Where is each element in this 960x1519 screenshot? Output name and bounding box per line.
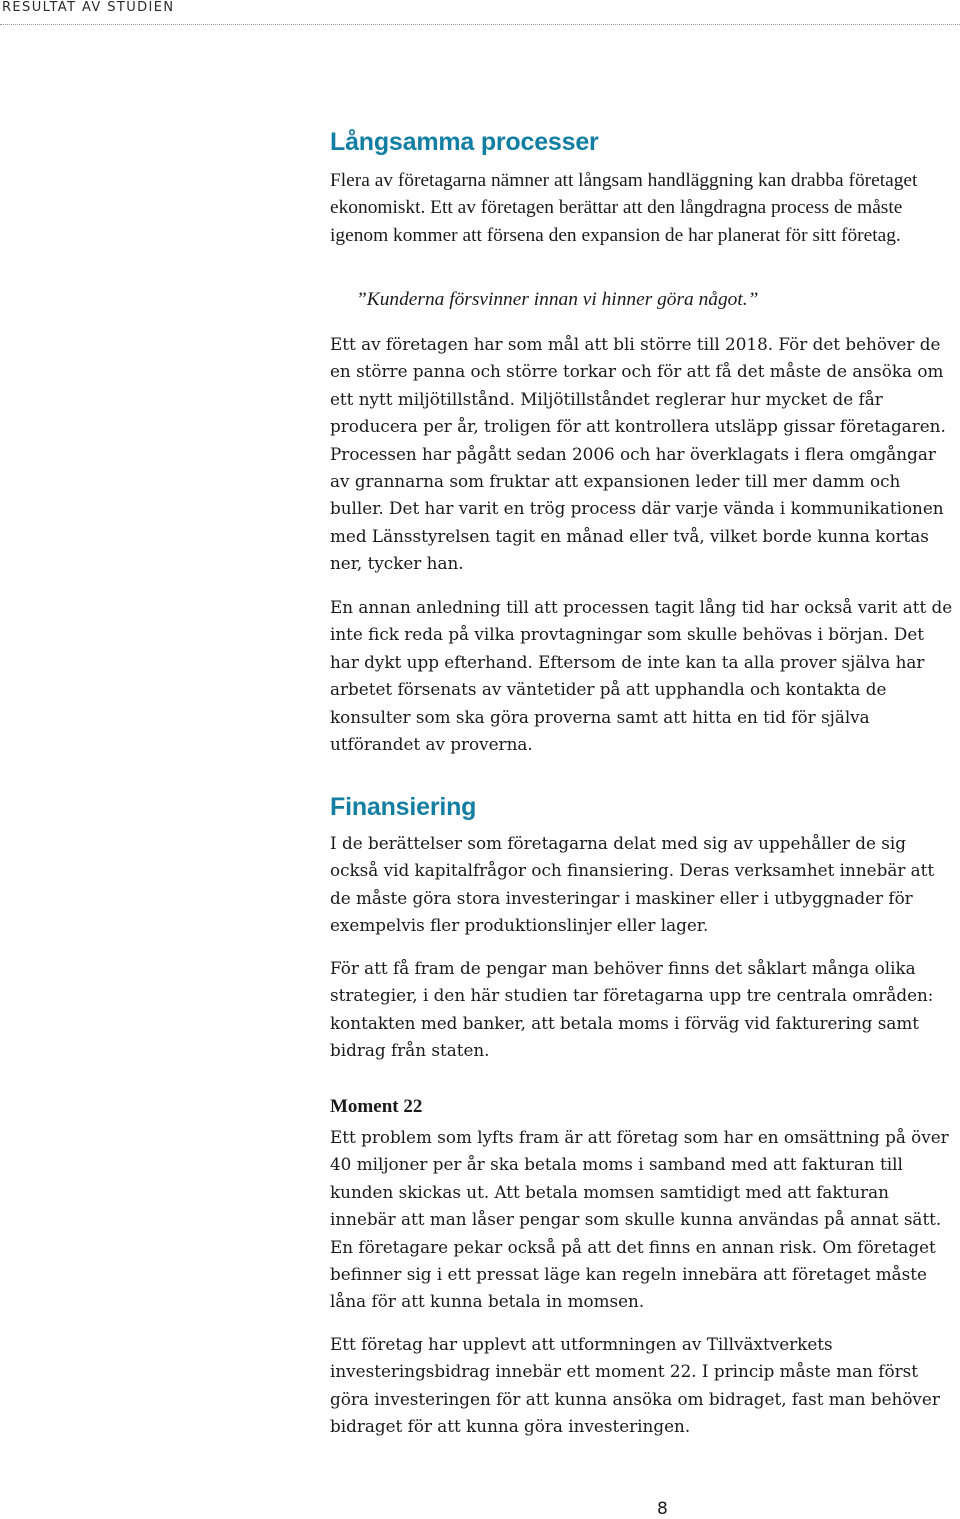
paragraph-moment22-2: Ett företag har upplevt att utformningen av Tillväxtverkets investeringsbidrag innebär ett moment 22. I princip måste man först göra investeringen för att kunna ansöka om bidraget, fast man behöver bidraget för att kunna göra investeringen. bbox=[330, 1334, 940, 1437]
paragraph-moment22-1: Ett problem som lyfts fram är att företag som har en omsättning på över 40 miljoner per år ska betala moms i samband med att fakturan till kunden skickas ut. Att betala momsen samtidigt med att fakturan innebär att man låser pengar som skulle kunna användas på annat sätt. En företagare pekar också på att det finns en annan risk. Om företaget befinner sig i ett pressat läge kan regeln innebära att företaget måste låna för att kunna betala in momsen. bbox=[330, 1127, 949, 1312]
page-number: 8 bbox=[657, 1499, 668, 1519]
paragraph-finansiering-1: I de berättelser som företagarna delat med sig av uppehåller de sig också vid kapitalfrågor och finansiering. Deras verksamhet innebär att de måste göra stora investeringar i maskiner eller i utbyggnader för exempelvis fler produktionslinjer eller lager. bbox=[330, 833, 935, 936]
paragraph-langsamma-1: Ett av företagen har som mål att bli större till 2018. För det behöver de en större panna och större torkar och för att få det måste de ansöka om ett nytt miljötillstånd. Miljötillståndet reglerar hur mycket de får producera per år, troligen för att kontrollera utsläpp gissar företagaren. Processen har pågått sedan 2006 och har överklagats i flera omgångar av grannarna som fruktar att expansionen leder till mer damm och buller. Det har varit en trög process där varje vända i kommunikationen med Länsstyrelsen tagit en månad eller två, vilket borde kunna kortas ner, tycker han. bbox=[330, 334, 946, 574]
subheading-moment-22: Moment 22 bbox=[330, 1096, 423, 1117]
section-title-langsamma-processer: Långsamma processer bbox=[330, 128, 599, 156]
paragraph-langsamma-2: En annan anledning till att processen tagit lång tid har också varit att de inte fick reda på vilka provtagningar som skulle behövas i början. Det har dykt upp efterhand. Eftersom de inte kan ta alla prover själva har arbetet försenats av väntetider på att upphandla och kontakta de konsulter som ska göra proverna samt att hitta en tid för själva utförandet av proverna. bbox=[330, 597, 953, 755]
running-header: RESULTAT AV STUDIEN bbox=[2, 0, 175, 15]
paragraph-langsamma-intro: Flera av företagarna nämner att långsam handläggning kan drabba företaget ekonomiskt. Ett av företagen berättar att den långdragna process de måste igenom kommer att försena den expansion de har planerat för sitt företag. bbox=[330, 170, 918, 246]
header-divider bbox=[0, 24, 960, 25]
section-title-finansiering: Finansiering bbox=[330, 793, 477, 821]
paragraph-finansiering-2: För att få fram de pengar man behöver finns det såklart många olika strategier, i den här studien tar företagarna upp tre centrala områden: kontakten med banker, att betala moms i förväg vid fakturering samt bidrag från staten. bbox=[330, 958, 934, 1061]
pull-quote: ”Kunderna försvinner innan vi hinner göra något.” bbox=[356, 289, 759, 310]
